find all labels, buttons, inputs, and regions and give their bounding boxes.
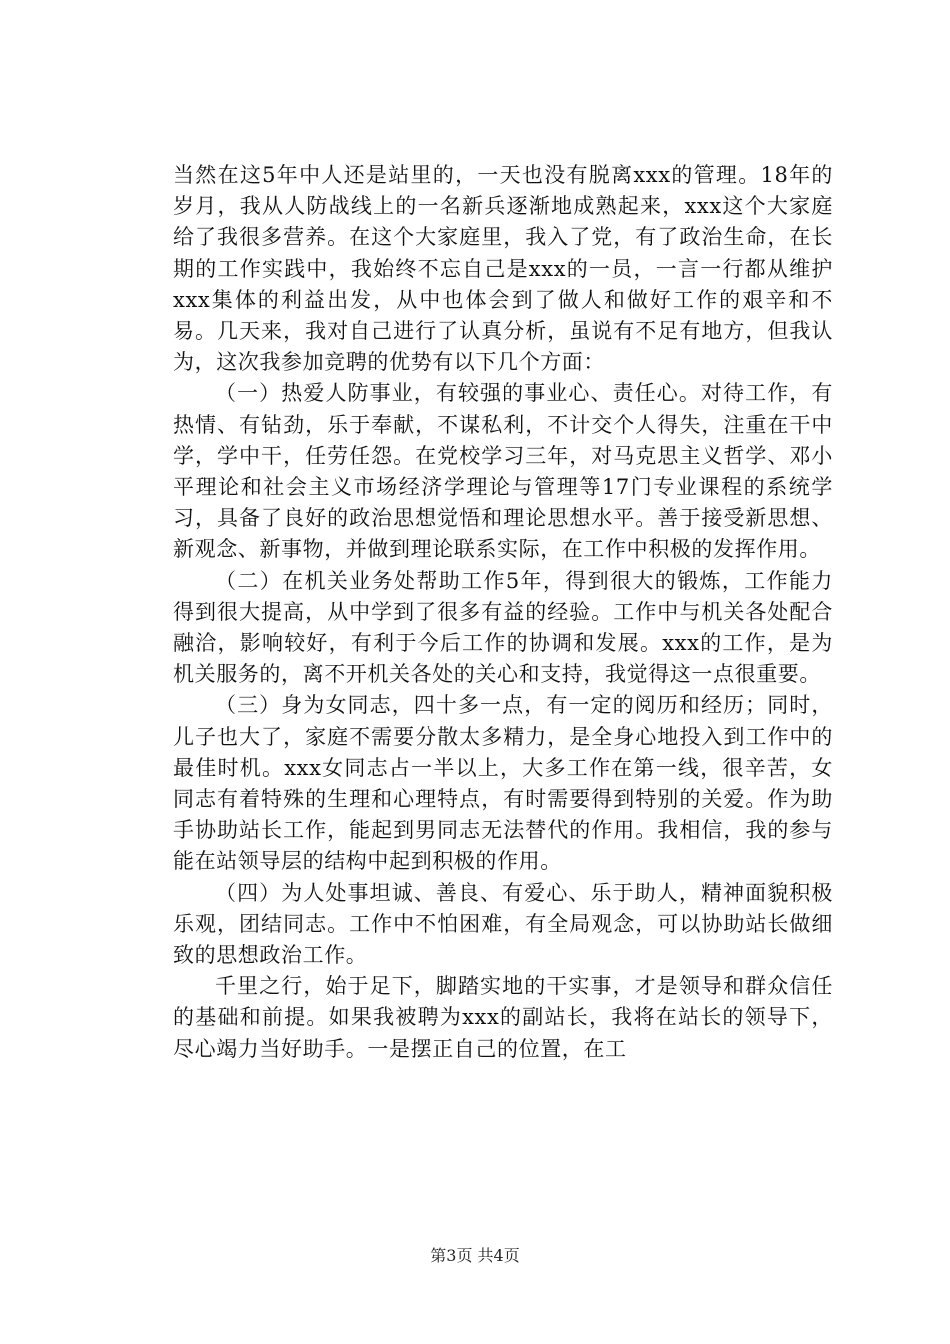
paragraph-advantage-2: （二）在机关业务处帮助工作5年，得到很大的锻炼，工作能力得到很大提高，从中学到了很多有益的经验。工作中与机关各处配合融洽，影响较好，有利于今后工作的协调和发展。xxx的工作，是为机关服务的，离不开机关各处的关心和支持，我觉得这一点很重要。 xyxy=(173,568,833,687)
paragraph-plan: 千里之行，始于足下，脚踏实地的干实事，才是领导和群众信任的基础和前提。如果我被聘为xxx的副站长，我将在站长的领导下，尽心竭力当好助手。一是摆正自己的位置，在工 xyxy=(173,974,833,1061)
paragraph-continuation: 当然在这5年中人还是站里的，一天也没有脱离xxx的管理。18年的岁月，我从人防战线上的一名新兵逐渐地成熟起来，xxx这个大家庭给了我很多营养。在这个大家庭里，我入了党，有了政治生命，在长期的工作实践中，我始终不忘自己是xxx的一员，一言一行都从维护xxx集体的利益出发，从中也体会到了做人和做好工作的艰辛和不易。几天来，我对自己进行了认真分析，虽说有不足有地方，但我认为，这次我参加竞聘的优势有以下几个方面： xyxy=(173,163,833,375)
document-body xyxy=(173,160,833,1065)
page-footer: 第3页 共4页 xyxy=(430,1246,520,1265)
paragraph-advantage-3: （三）身为女同志，四十多一点，有一定的阅历和经历；同时，儿子也大了，家庭不需要分散太多精力，是全身心地投入到工作中的最佳时机。xxx女同志占一半以上，大多工作在第一线，很辛苦，女同志有着特殊的生理和心理特点，有时需要得到特别的关爱。作为助手协助站长工作，能起到男同志无法替代的作用。我相信，我的参与能在站领导层的结构中起到积极的作用。 xyxy=(173,693,833,874)
paragraph-advantage-4: （四）为人处事坦诚、善良、有爱心、乐于助人，精神面貌积极乐观，团结同志。工作中不怕困难，有全局观念，可以协助站长做细致的思想政治工作。 xyxy=(173,880,833,968)
paragraph-advantage-1: （一）热爱人防事业，有较强的事业心、责任心。对待工作，有热情、有钻劲，乐于奉献，不谋私利，不计交个人得失，注重在干中学，学中干，任劳任怨。在党校学习三年，对马克思主义哲学、邓小平理论和社会主义市场经济学理论与管理等17门专业课程的系统学习，具备了良好的政治思想觉悟和理论思想水平。善于接受新思想、新观念、新事物，并做到理论联系实际，在工作中积极的发挥作用。 xyxy=(173,381,833,562)
